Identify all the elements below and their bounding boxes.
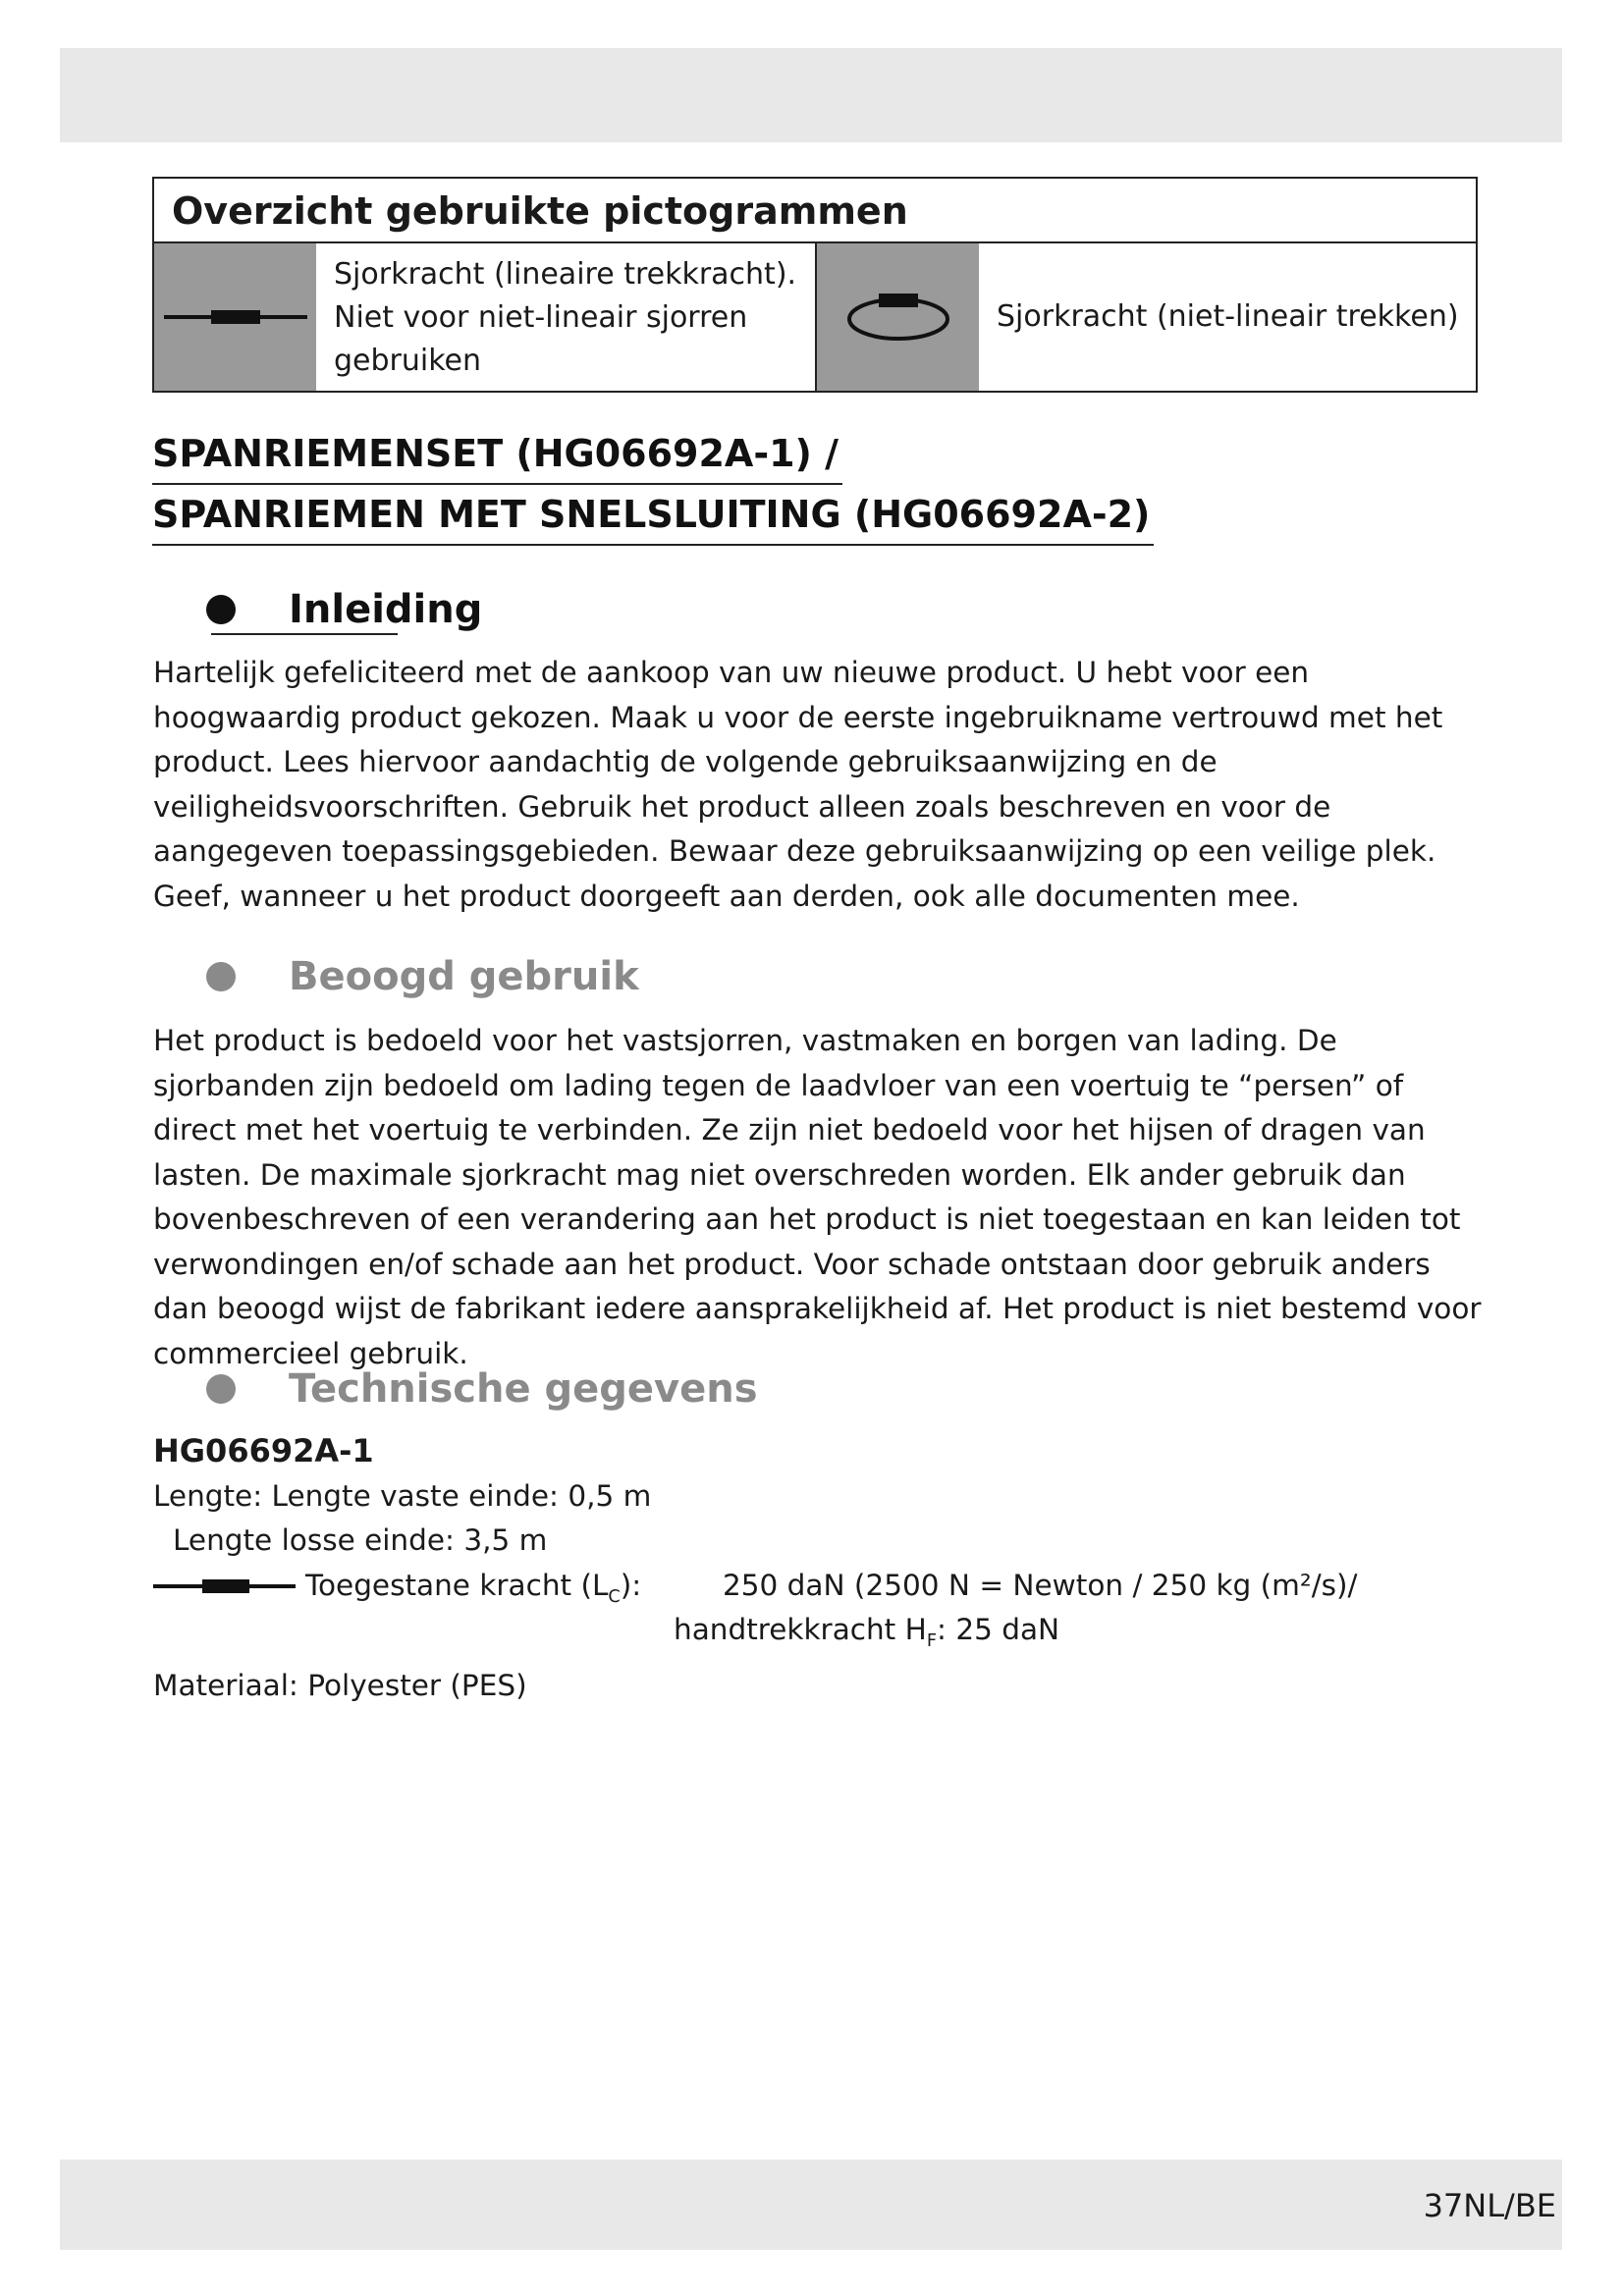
pictogram-text-loop <box>979 243 1476 391</box>
inleiding-paragraph: Hartelijk gefeliciteerd met de aankoop van uw nieuwe product. U hebt voor een hoogwaardig product gekozen. Maak u voor de eerste ingebruikname vertrouwd met het product. Lees hiervoor aandachtig de volgende gebruiksaanwijzing en de veiligheidsvoorschriften. Gebruik het product alleen zoals beschreven en voor de aangegeven toepassingsgebieden. Bewaar deze gebruiksaanwijzing op een veilige plek. Geef, wanneer u het product doorgeeft aan derden, ook alle documenten mee. <box>153 656 1443 913</box>
length-fixed-end: Lengte: Lengte vaste einde: 0,5 m <box>153 1478 652 1513</box>
section-heading-inleiding <box>206 587 482 632</box>
pictogram-text-linear <box>316 243 817 391</box>
section-title: Technische gegevens <box>289 1366 758 1412</box>
main-title <box>152 424 1154 546</box>
bullet-icon <box>206 962 236 991</box>
pictogram-row <box>154 243 1476 391</box>
permitted-force-label: Toegestane kracht $(L_C)$: <box>305 1568 642 1607</box>
pictogram-icon-cell <box>154 243 316 391</box>
main-title-line-1: SPANRIEMENSET (HG06692A-1) / <box>152 424 842 485</box>
page-number: 37NL/BE <box>1423 2187 1556 2224</box>
pictogram-text-line: Sjorkracht (niet-lineair trekken) <box>997 299 1459 334</box>
model-number: HG06692A-1 <box>153 1432 374 1469</box>
length-loose-end: Lengte losse einde: 3,5 m <box>173 1523 548 1557</box>
linear-strap-icon <box>153 1577 296 1595</box>
section-title: Beoogd gebruik <box>289 954 639 999</box>
permitted-force-value: 250 daN (2500 N = Newton / 250 kg (m²/s)/ <box>723 1568 1358 1602</box>
material: Materiaal: Polyester (PES) <box>153 1669 527 1703</box>
beoogd-gebruik-paragraph: Het product is bedoeld voor het vastsjorren, vastmaken en borgen van lading. De sjorbanden zijn bedoeld om lading tegen de laadvloer van een voertuig te “persen” of direct met het voertuig te verbinden. Ze zijn niet bedoeld voor het hijsen of dragen van lasten. De maximale sjorkracht mag niet overschreden worden. Elk ander gebruik dan bovenbeschreven of een verandering aan het product is niet toegestaan en kan leiden tot verwondingen en/of schade aan het product. Voor schade ontstaan door gebruik anders dan beoogd wijst de fabrikant iedere aansprakelijkheid af. Het product is niet bestemd voor commercieel gebruik. <box>153 1024 1482 1370</box>
bullet-icon <box>206 595 236 624</box>
bullet-icon <box>206 1374 236 1404</box>
pictogram-text-line: Niet voor niet-lineair sjorren <box>334 300 748 335</box>
section-heading-beoogd-gebruik <box>206 954 639 999</box>
technical-data <box>153 1429 1358 1709</box>
heading-underline <box>211 633 398 635</box>
permitted-force-row <box>153 1564 1358 1609</box>
pictogram-text-line: Sjorkracht (lineaire trekkracht). <box>334 257 797 292</box>
footer-band <box>60 2160 1562 2250</box>
section-heading-technische-gegevens <box>206 1366 758 1412</box>
main-title-line-2: SPANRIEMEN MET SNELSLUITING (HG06692A-2) <box>152 485 1154 546</box>
pictogram-text-line: gebruiken <box>334 344 481 378</box>
header-band <box>60 48 1562 142</box>
pictogram-table-title: Overzicht gebruikte pictogrammen <box>154 179 1476 243</box>
loop-strap-icon <box>844 288 952 347</box>
linear-strap-icon <box>162 302 309 332</box>
pictogram-icon-cell <box>817 243 979 391</box>
pictogram-table <box>152 177 1478 393</box>
section-title: Inleiding <box>289 587 483 632</box>
hand-force: handtrekkracht $H_F$: 25 daN <box>674 1613 1060 1651</box>
